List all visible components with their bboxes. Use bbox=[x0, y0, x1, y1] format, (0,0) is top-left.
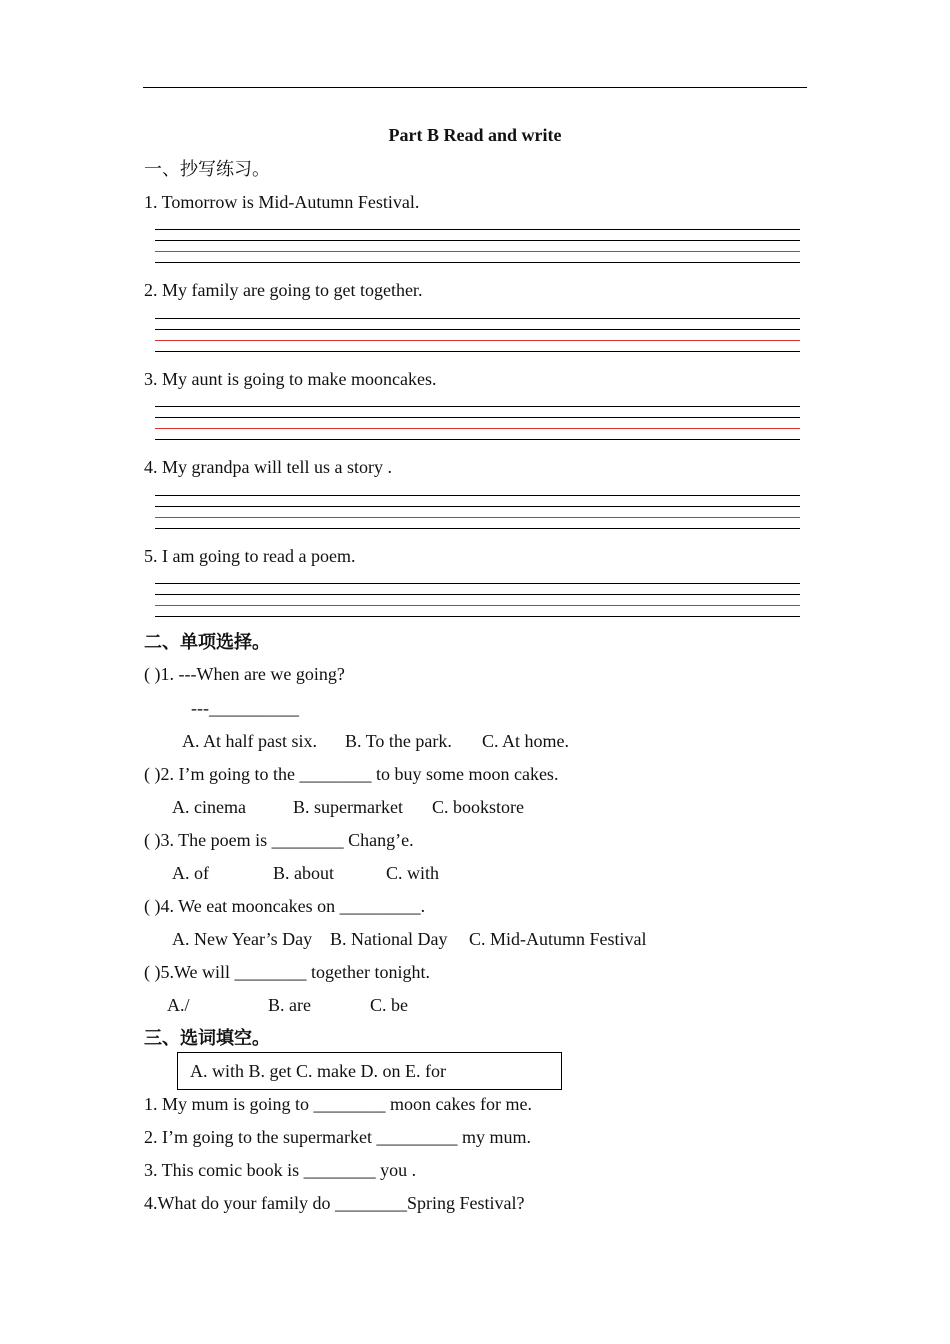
copy-sentence-3: 3. My aunt is going to make mooncakes. bbox=[144, 369, 437, 389]
copy-sentence-1: 1. Tomorrow is Mid-Autumn Festival. bbox=[144, 192, 420, 212]
writing-lines-1[interactable] bbox=[155, 229, 800, 265]
option-c[interactable]: C. with bbox=[386, 863, 440, 883]
word-bank: A. with B. get C. make D. on E. for bbox=[190, 1061, 446, 1081]
writing-lines-5[interactable] bbox=[155, 583, 800, 619]
option-b[interactable]: B. National Day bbox=[330, 929, 448, 949]
fill-sentence-3: 3. This comic book is ________ you . bbox=[144, 1160, 417, 1180]
section3-heading: 三、选词填空。 bbox=[144, 1028, 270, 1048]
copy-sentence-2: 2. My family are going to get together. bbox=[144, 280, 423, 300]
option-a[interactable]: A. of bbox=[172, 863, 209, 883]
fill-sentence-4: 4.What do your family do ________Spring Festival? bbox=[144, 1193, 525, 1213]
option-a[interactable]: A. cinema bbox=[172, 797, 246, 817]
question-2-stem: ( )2. I’m going to the ________ to buy some moon cakes. bbox=[144, 764, 559, 784]
option-b[interactable]: B. supermarket bbox=[293, 797, 403, 817]
fill-sentence-2: 2. I’m going to the supermarket _________ my mum. bbox=[144, 1127, 531, 1147]
copy-sentence-5: 5. I am going to read a poem. bbox=[144, 546, 356, 566]
option-c[interactable]: C. Mid-Autumn Festival bbox=[469, 929, 647, 949]
section1-heading: 一、抄写练习。 bbox=[144, 159, 270, 179]
option-b[interactable]: B. about bbox=[273, 863, 334, 883]
question-5-stem: ( )5.We will ________ together tonight. bbox=[144, 962, 431, 982]
option-c[interactable]: C. At home. bbox=[482, 731, 570, 751]
header-rule bbox=[143, 87, 807, 88]
option-a[interactable]: A. New Year’s Day bbox=[172, 929, 313, 949]
page-title: Part B Read and write bbox=[388, 125, 562, 145]
option-b[interactable]: B. To the park. bbox=[345, 731, 452, 751]
question-1-answer-line[interactable]: ---__________ bbox=[191, 698, 299, 718]
fill-sentence-1: 1. My mum is going to ________ moon cakes for me. bbox=[144, 1094, 532, 1114]
word-bank-box bbox=[177, 1052, 562, 1090]
section2-heading: 二、单项选择。 bbox=[144, 632, 270, 652]
copy-sentence-4: 4. My grandpa will tell us a story . bbox=[144, 457, 392, 477]
writing-lines-3[interactable] bbox=[155, 406, 800, 442]
option-c[interactable]: C. bookstore bbox=[432, 797, 524, 817]
question-4-stem: ( )4. We eat mooncakes on _________. bbox=[144, 896, 426, 916]
question-3-stem: ( )3. The poem is ________ Chang’e. bbox=[144, 830, 414, 850]
writing-lines-2[interactable] bbox=[155, 318, 800, 354]
question-1-stem: ( )1. ---When are we going? bbox=[144, 664, 345, 684]
option-b[interactable]: B. are bbox=[268, 995, 311, 1015]
option-a[interactable]: A. At half past six. bbox=[182, 731, 317, 751]
option-c[interactable]: C. be bbox=[370, 995, 408, 1015]
option-a[interactable]: A./ bbox=[167, 995, 190, 1015]
writing-lines-4[interactable] bbox=[155, 495, 800, 531]
